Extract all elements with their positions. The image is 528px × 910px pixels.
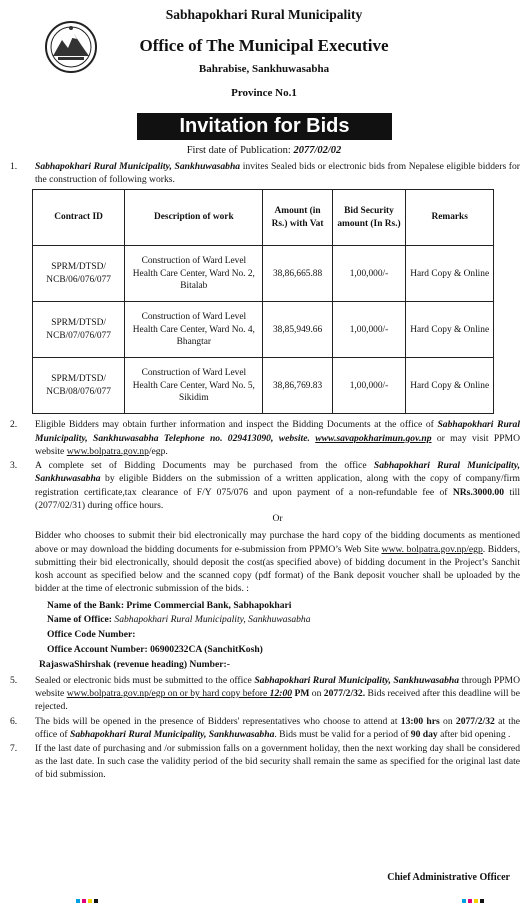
clause-number: 5. <box>10 674 18 686</box>
color-swatch <box>76 899 80 903</box>
office-name: Office of The Municipal Executive <box>139 36 389 55</box>
clause-5-text-2: through PPMO website <box>35 674 520 700</box>
clause-1 <box>10 160 520 186</box>
contract-id-cell: SPRM/DTSD/ NCB/07/076/077 <box>33 302 125 358</box>
table-header-row <box>33 190 494 246</box>
letterhead <box>0 6 528 110</box>
ppmo-website-link[interactable]: www.bolpatra.gov.np <box>66 445 149 457</box>
submission-time-suffix: PM <box>292 688 310 700</box>
remarks-cell: Hard Copy & Online <box>406 302 494 358</box>
clause-2-text-3: /egp. <box>148 445 168 457</box>
office-name-value: Sabhapokhari Rural Municipality, Sankhuwasabha <box>114 614 311 626</box>
publication-date <box>0 144 528 158</box>
province-name: Province No.1 <box>231 87 297 99</box>
clause-6-text-5: after bid opening . <box>437 728 511 740</box>
office-account-number: Office Account Number: 06900232CA (SanchitKosh) <box>47 644 263 656</box>
bank-name: Name of the Bank: Prime Commercial Bank, Sabhapokhari <box>47 599 292 611</box>
clause-6 <box>10 715 520 741</box>
clause-3-entity: Sabhapokhari Rural Municipality, Sankhuwasabha <box>35 460 520 485</box>
clause-6-text-2: on <box>439 715 456 727</box>
or-separator: Or <box>272 513 283 525</box>
bid-security-cell: 1,00,000/- <box>332 246 406 302</box>
clause-3 <box>10 459 520 673</box>
amount-cell: 38,85,949.66 <box>263 302 332 358</box>
column-header-description: Description of work <box>125 190 263 246</box>
description-cell: Construction of Ward Level Health Care Center, Ward No. 5, Sikidim <box>125 358 263 414</box>
clause-3-text-3: till (2077/02/31) during office hours. <box>35 486 521 511</box>
column-header-remarks: Remarks <box>406 190 494 246</box>
color-swatch <box>82 899 86 903</box>
opening-time: 13:00 hrs <box>400 715 440 727</box>
contract-id-cell: SPRM/DTSD/ NCB/08/076/077 <box>33 358 125 414</box>
document-fee: NRs.3000.00 <box>452 486 504 498</box>
clause-5-text: Sealed or electronic bids must be submitted to the office <box>35 674 255 686</box>
municipality-website-link[interactable]: www.savapokharimun.gov.np <box>315 432 432 444</box>
description-cell: Construction of Ward Level Health Care Center, Ward No. 4, Bhangtar <box>125 302 263 358</box>
office-address: Bahrabise, Sankhuwasabha <box>198 63 330 75</box>
table-row <box>33 246 494 302</box>
clause-6-entity: Sabhapokhari Rural Municipality, Sankhuwasabha <box>69 728 275 740</box>
office-code: Office Code Number: <box>47 629 136 641</box>
table-row <box>33 358 494 414</box>
clause-2-text-2: or may visit PPMO website <box>35 432 520 457</box>
notice-body <box>10 160 520 783</box>
color-swatch <box>474 899 478 903</box>
opening-date: 2077/2/32 <box>455 715 495 727</box>
clause-5 <box>10 674 520 714</box>
clause-5-text-3: on <box>309 688 324 700</box>
color-swatch <box>462 899 466 903</box>
clause-number: 3. <box>10 460 18 472</box>
submission-link[interactable]: www.bolpatra.gov.np/egp on or by hard copy before <box>66 688 270 700</box>
amount-cell: 38,86,665.88 <box>263 246 332 302</box>
office-name-row <box>47 613 520 628</box>
column-header-bid-security: Bid Security amount (In Rs.) <box>332 190 406 246</box>
clause-3-text-2: by eligible Bidders on the submission of a written application, along with the copy of company/firm registration certificate,tax clearance of F/Y 075/076 and upon payment of a non-refundable fee of <box>35 473 520 498</box>
clause-6-text-3: at the office of <box>35 715 520 740</box>
clause-2 <box>10 418 520 458</box>
remarks-cell: Hard Copy & Online <box>406 358 494 414</box>
color-swatch <box>468 899 472 903</box>
color-swatch <box>94 899 98 903</box>
clause-2-text: Eligible Bidders may obtain further information and inspect the Bidding Documents at the office of <box>35 419 438 431</box>
municipality-name: Sabhapokhari Rural Municipality <box>165 7 363 22</box>
electronic-text-2: . Bidders, submitting their bid electronically, should deposit the cost(as specified above) of bidding document in the Project’s Sanchit kosh account as specified below and the scanned copy (pdf format) of the Bank deposit voucher shall be uploaded by the bidder at the time of electronic submission of the bids. : <box>35 543 520 595</box>
clause-5-text-4: Bids received after this deadline will be rejected. <box>35 688 520 713</box>
validity-period: 90 day <box>410 728 438 740</box>
description-cell: Construction of Ward Level Health Care Center, Ward No. 2, Bitalab <box>125 246 263 302</box>
electronic-submission-paragraph <box>35 529 520 595</box>
contract-id-cell: SPRM/DTSD/ NCB/06/076/077 <box>33 246 125 302</box>
registration-color-bar-left <box>76 899 98 903</box>
color-swatch <box>88 899 92 903</box>
column-header-amount: Amount (in Rs.) with Vat <box>263 190 332 246</box>
clause-number: 2. <box>10 419 18 431</box>
clause-3-text: A complete set of Bidding Documents may be purchased from the office <box>35 460 374 472</box>
registration-color-bar-right <box>462 899 484 903</box>
bid-security-cell: 1,00,000/- <box>332 358 406 414</box>
electronic-text: Bidder who chooses to submit their bid electronically may purchase the hard copy of the bidding documents as mentioned above or may download the bidding documents for e-submission from PPMO’s Web Site <box>35 530 520 555</box>
submission-time: 12:00 <box>269 688 293 700</box>
office-name-label: Name of Office: <box>47 614 115 626</box>
clause-6-text: The bids will be opened in the presence of Bidders' representatives who choose to attend at <box>35 715 401 727</box>
column-header-contract-id: Contract ID <box>33 190 125 246</box>
bid-works-table <box>32 189 494 414</box>
color-swatch <box>480 899 484 903</box>
amount-cell: 38,86,769.83 <box>263 358 332 414</box>
publication-date-label: First date of Publication: <box>186 145 294 156</box>
submission-date: 2077/2/32. <box>323 688 366 700</box>
clause-number: 6. <box>10 715 18 727</box>
bank-details <box>35 599 520 673</box>
clause-7 <box>10 742 520 782</box>
clause-number: 1. <box>10 161 18 172</box>
bid-security-cell: 1,00,000/- <box>332 302 406 358</box>
remarks-cell: Hard Copy & Online <box>406 246 494 302</box>
signatory-title: Chief Administrative Officer <box>387 872 510 883</box>
clause-5-entity: Sabhapokhari Rural Municipality, Sankhuwasabha <box>254 674 460 686</box>
clause-1-text: invites Sealed bids or electronic bids from Nepalese eligible bidders for the construction of following works. <box>35 161 520 186</box>
clause-1-entity: Sabhapokhari Rural Municipality, Sankhuwasabha <box>35 161 241 172</box>
revenue-heading: RajaswaShirshak (revenue heading) Number:- <box>39 658 230 670</box>
ppmo-egp-link[interactable]: www. bolpatra.gov.np/egp <box>381 543 483 555</box>
clause-7-text: If the last date of purchasing and /or submission falls on a government holiday, then the next working day shall be considered as the last date. In such case the validity period of the bid security shall remain the same as specified for the original last date of bid submission. <box>35 742 520 781</box>
publication-date-value: 2077/02/02 <box>293 145 342 156</box>
notice-title-banner: Invitation for Bids <box>137 113 392 140</box>
clause-6-text-4: . Bids must be valid for a period of <box>274 728 411 740</box>
table-row <box>33 302 494 358</box>
clause-2-entity: Sabhapokhari Rural Municipality, Sankhuwasabha Telephone no. 029413090, website. <box>35 419 520 444</box>
clause-number: 7. <box>10 742 18 754</box>
